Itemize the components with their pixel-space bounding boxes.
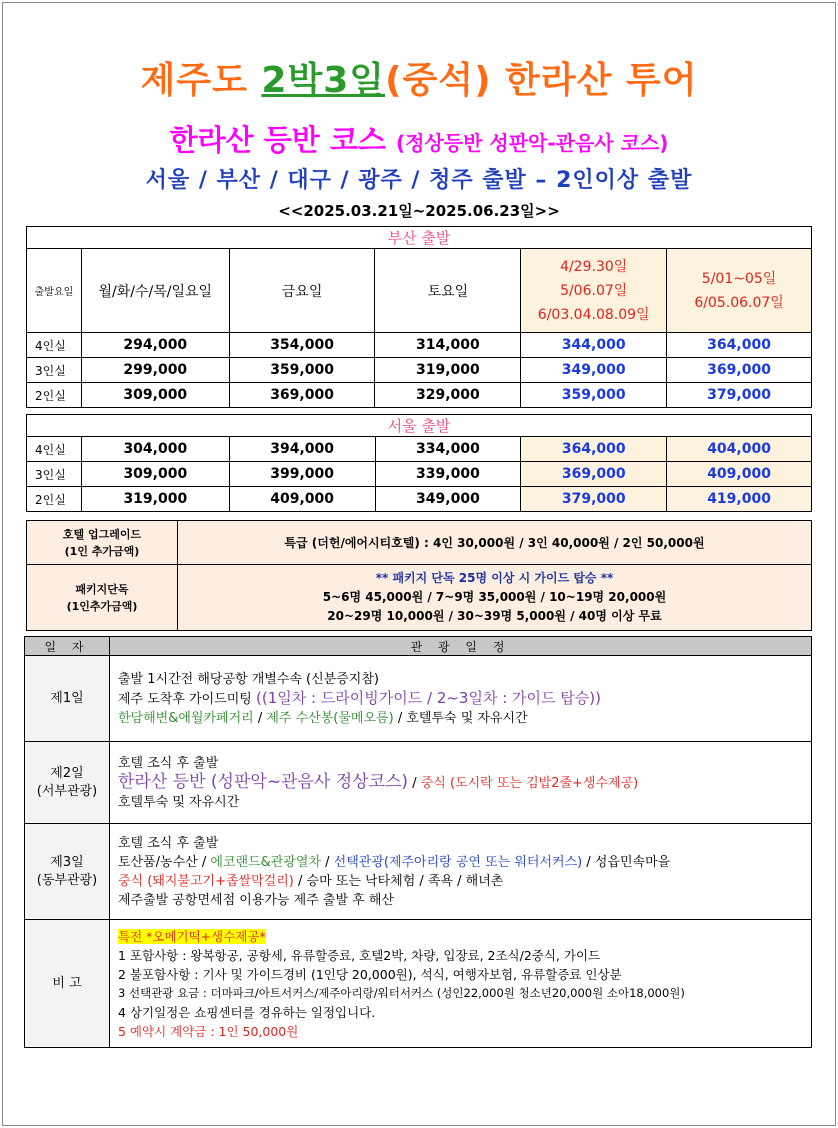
day2-label: 제2일 (서부관광) — [25, 742, 110, 824]
busan-price-table — [26, 226, 812, 408]
plan-column-header: 관 광 일 정 — [110, 637, 812, 656]
weekday-header-label: 출발요일 — [27, 249, 82, 333]
table-row: 3인실 299,000 359,000 319,000 349,000 369,000 — [27, 358, 812, 383]
itinerary-row-day3 — [25, 824, 812, 920]
hotel-upgrade-value: 특급 (더헌/에어시티호텔) : 4인 30,000원 / 3인 40,000원 / 2인 50,000원 — [178, 521, 812, 565]
page-title: 제주도 2박3일(중석) 한라산 투어 — [140, 60, 698, 101]
itinerary-table — [24, 636, 812, 1048]
options-table — [26, 520, 812, 631]
day3-label: 제3일 (동부관광) — [25, 824, 110, 920]
col-friday: 금요일 — [229, 249, 375, 333]
table-row: 3인실 309,000 399,000 339,000 369,000 409,000 — [27, 462, 812, 487]
notes-content: 특전 *오메기떡+생수제공* 1 포함사항 : 왕복항공, 공항세, 유류할증료, 호텔2박, 차량, 입장료, 2조식/2중식, 가이드 2 불포함사항 : 기사 및 가이드경비 (1인당 20,000원), 석식, 여행자보험, 유류할증료 인상분 3 선택관광 요금 : 더마파크/아트서커스/제주아리랑/워터서커스 (성인22,000원 청소년20,000원 소아18,000원) 4 상기일정은 쇼핑센터를 경유하는 일정입니다. 5 예약시 계약금 : 1인 50,000원 — [110, 920, 812, 1048]
seoul-price-table — [26, 414, 812, 512]
day-column-header: 일 자 — [25, 637, 110, 656]
itinerary-row-notes — [25, 920, 812, 1048]
tour-period: <<2025.03.21일~2025.06.23일>> — [278, 202, 560, 220]
itinerary-row-day1 — [25, 656, 812, 742]
col-saturday: 토요일 — [375, 249, 521, 333]
hotel-upgrade-label: 호텔 업그레이드 (1인 추가금액) — [27, 521, 178, 565]
busan-section-title: 부산 출발 — [27, 227, 812, 249]
col-weekday: 월/화/수/목/일요일 — [81, 249, 229, 333]
day2-plan: 호텔 조식 후 출발 한라산 등반 (성판악~관음사 정상코스) / 중식 (도시락 또는 김밥2줄+생수제공) 호텔투숙 및 자유시간 — [110, 742, 812, 824]
special-benefit-badge: 특전 *오메기떡+생수제공* — [118, 928, 266, 944]
itinerary-row-day2 — [25, 742, 812, 824]
course-detail: (정상등반 성판악-관음사 코스) — [396, 131, 669, 155]
departure-cities: 서울 / 부산 / 대구 / 광주 / 청주 출발 – 2인이상 출발 — [145, 168, 693, 193]
package-private-label: 패키지단독 (1인추가금액) — [27, 565, 178, 631]
day1-label: 제1일 — [25, 656, 110, 742]
seoul-section-title: 서울 출발 — [27, 415, 812, 437]
day1-plan: 출발 1시간전 해당공항 개별수속 (신분증지참) 제주 도착후 가이드미팅 ((1일차 : 드라이빙가이드 / 2~3일차 : 가이드 탑승)) 한담해변&애월카페거리 / 제주 수산봉(물메오름) / 호텔투숙 및 자유시간 — [110, 656, 812, 742]
col-special-dates-1: 4/29.30일 5/06.07일 6/03.04.08.09일 — [521, 249, 667, 333]
package-private-value: ** 패키지 단독 25명 이상 시 가이드 탑승 ** 5~6명 45,000원 / 7~9명 35,000원 / 10~19명 20,000원 20~29명 10,000원 / 30~39명 5,000원 / 40명 이상 무료 — [178, 565, 812, 631]
day3-plan: 호텔 조식 후 출발 토산품/농수산 / 에코랜드&관광열차 / 선택관광(제주아리랑 공연 또는 워터서커스) / 성읍민속마을 중식 (돼지불고기+좁쌀막걸리) / 승마 또는 낙타체험 / 족욕 / 해녀촌 제주출발 공항면세점 이용가능 제주 출발 후 해산 — [110, 824, 812, 920]
table-row: 2인실 309,000 369,000 329,000 359,000 379,000 — [27, 383, 812, 408]
table-row: 4인실 294,000 354,000 314,000 344,000 364,000 — [27, 333, 812, 358]
table-row: 4인실 304,000 394,000 334,000 364,000 404,000 — [27, 437, 812, 462]
table-row: 2인실 319,000 409,000 349,000 379,000 419,000 — [27, 487, 812, 512]
title-highlight: 2박3일 — [261, 60, 386, 101]
notes-label: 비 고 — [25, 920, 110, 1048]
course-subtitle: 한라산 등반 코스 (정상등반 성판악-관음사 코스) — [169, 123, 669, 157]
col-special-dates-2: 5/01~05일 6/05.06.07일 — [667, 249, 812, 333]
